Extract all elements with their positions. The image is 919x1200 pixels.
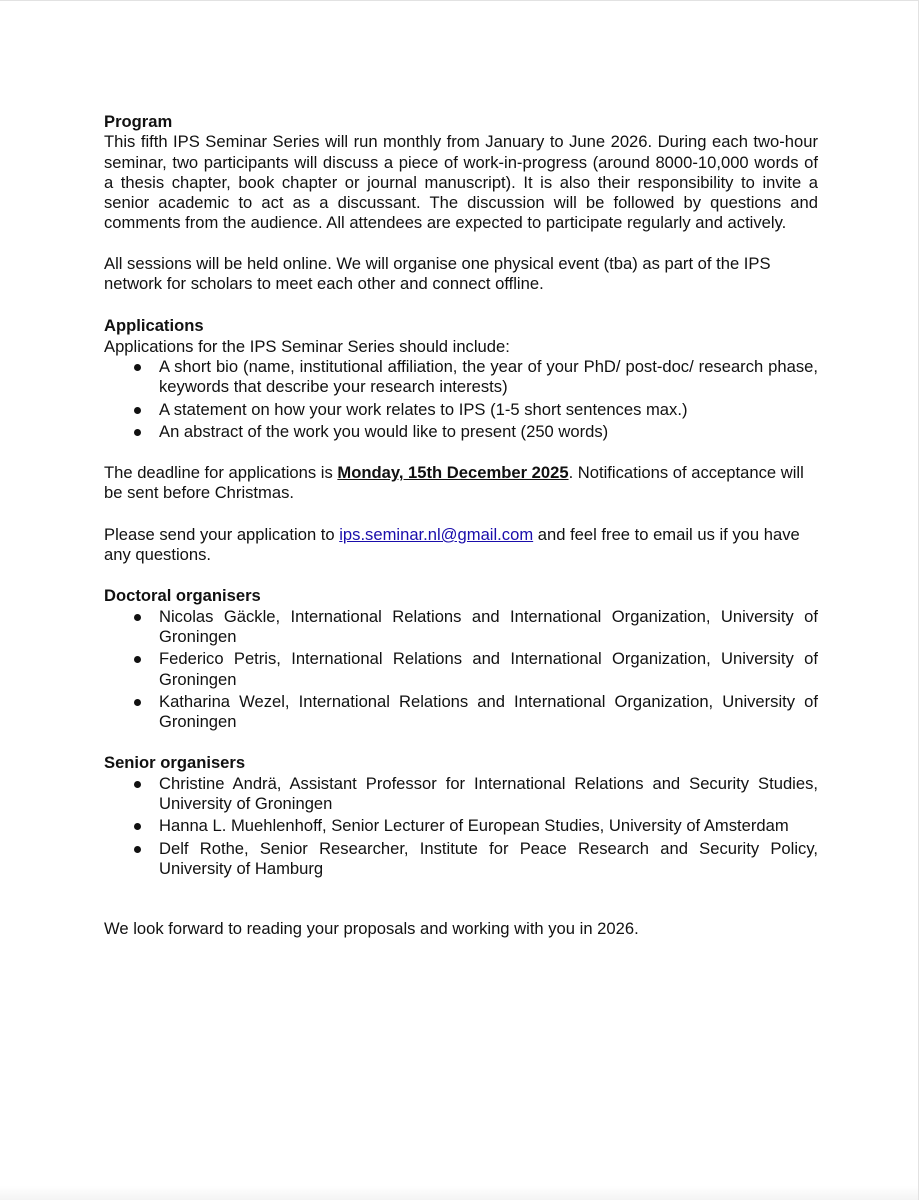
doctoral-organisers-list	[104, 607, 818, 733]
list-item-text: Christine Andrä, Assistant Professor for International Relations and Security Studies, University of Groningen	[159, 773, 818, 814]
bullet-icon	[134, 781, 141, 788]
online-paragraph: All sessions will be held online. We will organise one physical event (tba) as part of the IPS network for scholars to meet each other and connect offline.	[104, 253, 771, 294]
doctoral-organisers-heading: Doctoral organisers	[104, 586, 261, 606]
applications-intro: Applications for the IPS Seminar Series should include:	[104, 336, 510, 356]
bullet-icon	[134, 823, 141, 830]
list-item-text: A short bio (name, institutional affiliation, the year of your PhD/ post-doc/ research phase, keywords that describe your research interests)	[159, 356, 818, 397]
program-heading: Program	[104, 112, 173, 131]
email-link[interactable]: ips.seminar.nl@gmail.com	[339, 524, 534, 544]
list-item	[104, 400, 818, 420]
bullet-icon	[134, 364, 141, 371]
list-item	[104, 816, 818, 836]
bullet-icon	[134, 656, 141, 663]
document-body	[104, 112, 818, 940]
applications-list	[104, 357, 818, 442]
deadline-suffix: . Notifications of acceptance will be sent before Christmas.	[104, 463, 804, 503]
list-item	[104, 774, 818, 815]
deadline-paragraph	[104, 463, 818, 504]
bullet-icon	[134, 846, 141, 853]
list-item	[104, 649, 818, 690]
contact-suffix: and feel free to email us if you have any questions.	[104, 524, 800, 565]
list-item-text: Federico Petris, International Relations and International Organization, University of Groningen	[159, 649, 818, 689]
list-item-text: An abstract of the work you would like to present (250 words)	[159, 421, 609, 441]
list-item-text: Katharina Wezel, International Relations and International Organization, University of Groningen	[159, 691, 818, 732]
list-item	[104, 422, 818, 442]
senior-organisers-list	[104, 774, 818, 879]
list-item	[104, 357, 818, 398]
deadline-date: Monday, 15th December 2025	[337, 463, 569, 483]
bullet-icon	[134, 429, 141, 436]
contact-paragraph	[104, 525, 818, 566]
list-item-text: Nicolas Gäckle, International Relations and International Organization, University of Groningen	[159, 606, 818, 646]
bullet-icon	[134, 614, 141, 621]
list-item	[104, 839, 818, 880]
deadline-prefix: The deadline for applications is	[104, 463, 338, 483]
bullet-icon	[134, 699, 141, 706]
senior-organisers-heading: Senior organisers	[104, 753, 246, 773]
list-item-text: Hanna L. Muehlenhoff, Senior Lecturer of European Studies, University of Amsterdam	[159, 816, 789, 836]
closing-paragraph: We look forward to reading your proposals and working with you in 2026.	[104, 919, 639, 939]
applications-heading: Applications	[104, 316, 204, 336]
list-item	[104, 607, 818, 648]
list-item	[104, 692, 818, 733]
bullet-icon	[134, 407, 141, 414]
contact-prefix: Please send your application to	[104, 524, 340, 544]
program-paragraph: This fifth IPS Seminar Series will run monthly from January to June 2026. During each two-hour seminar, two participants will discuss a piece of work-in-progress (around 8000-10,000 words of a thesis chapter, book chapter or journal manuscript). It is also their responsibility to invite a senior academic to act as a discussant. The discussion will be followed by questions and comments from the audience. All attendees are expected to participate regularly and actively.	[104, 132, 818, 233]
list-item-text: A statement on how your work relates to IPS (1-5 short sentences max.)	[159, 399, 688, 419]
list-item-text: Delf Rothe, Senior Researcher, Institute for Peace Research and Security Policy, University of Hamburg	[159, 838, 818, 878]
